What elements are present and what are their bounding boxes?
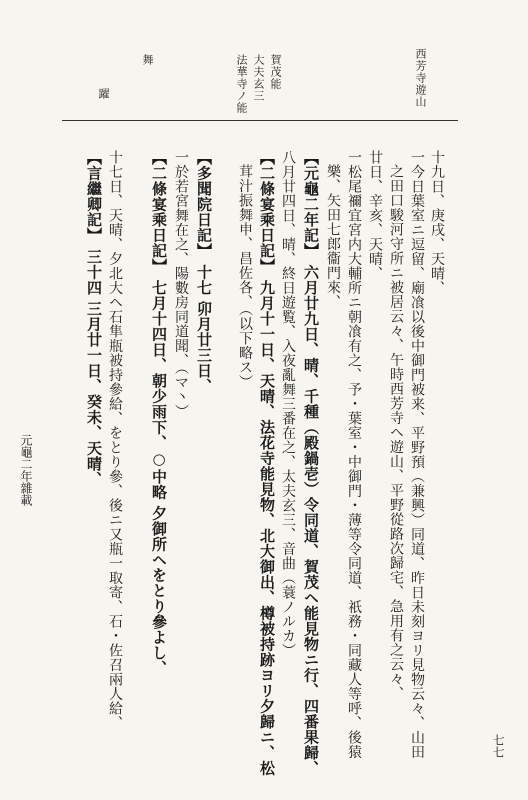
text-column-12: 一於若宮舞在之、陽數房同道聞、（マ丶） [173,150,189,419]
text-column-8: 八月廿四日、晴、終日遊覧、入夜亂舞三番在之、太夫玄三、音曲（蓑ノルカ） [280,150,296,658]
headnote-hokkeji-no: 法華寺ノ能 [235,54,248,114]
text-column-4: 廿日、辛亥、天晴、 [367,150,383,281]
headnote-divider [62,120,458,121]
page-number: 七七 [491,734,505,758]
text-column-2: 一今日葉室ニ逗留、廟飡以後中御門被来、平野預（兼興）同道、昨日未刻ヨリ見物云々、山田 [409,150,425,759]
text-column-11: 【多聞院日記】 十七 卯月廿三日、 [195,150,213,394]
text-column-9: 【二條宴乘日記】 九月十一日、天晴、法花寺能見物、北大御出、樽被持跡ヨリ夕歸ニ、松 [258,150,276,776]
headnote-taifu-genzo: 大夫玄三 [252,54,265,102]
headnote-mai: 舞 [141,54,154,66]
text-column-13: 【二條宴乘日記】 七月十四日、朝少雨下、○中略 夕御所ヘをとり參よし、 [150,150,168,676]
text-column-10: 茸汁振舞申、昌佐各、（以下略ス） [237,164,253,389]
text-column-3: 之田口駿河守所ニ被居云々、午時西芳寺ヘ遊山、平野從路次歸宅、急用有之云々、 [388,164,404,701]
text-column-14: 十七日、天晴、夕北大ヘ石隼瓶被持參給、をとり參、後ニ又瓶一取寄、石・佐召兩人給、 [107,150,123,730]
text-column-15: 【言繼卿記】 三十四 三月廿一日、癸未、天晴、 [85,150,103,487]
headnote-odori: 躍 [97,88,110,100]
text-column-7: 【元龜二年記】 六月廿九日、晴、千種（殿鍋壱）令同道、賀茂ヘ能見物ニ行、四番果歸、 [302,150,320,776]
running-head: 元龜二年雜載 [19,434,33,506]
text-column-1: 十九日、庚戌、天晴、 [429,150,445,295]
text-column-6: 樂、矢田七郎衞門來、 [325,164,341,309]
text-column-5: 一松尾禰宜宮内大輔所ニ朝飡有之、予・葉室・中御門・薄等令同道、祇務・同藏人等呼、後猿 [346,150,362,759]
headnote-saihoji: 西芳寺遊山 [414,48,427,108]
headnote-kamo-no: 賀茂能 [269,54,282,90]
